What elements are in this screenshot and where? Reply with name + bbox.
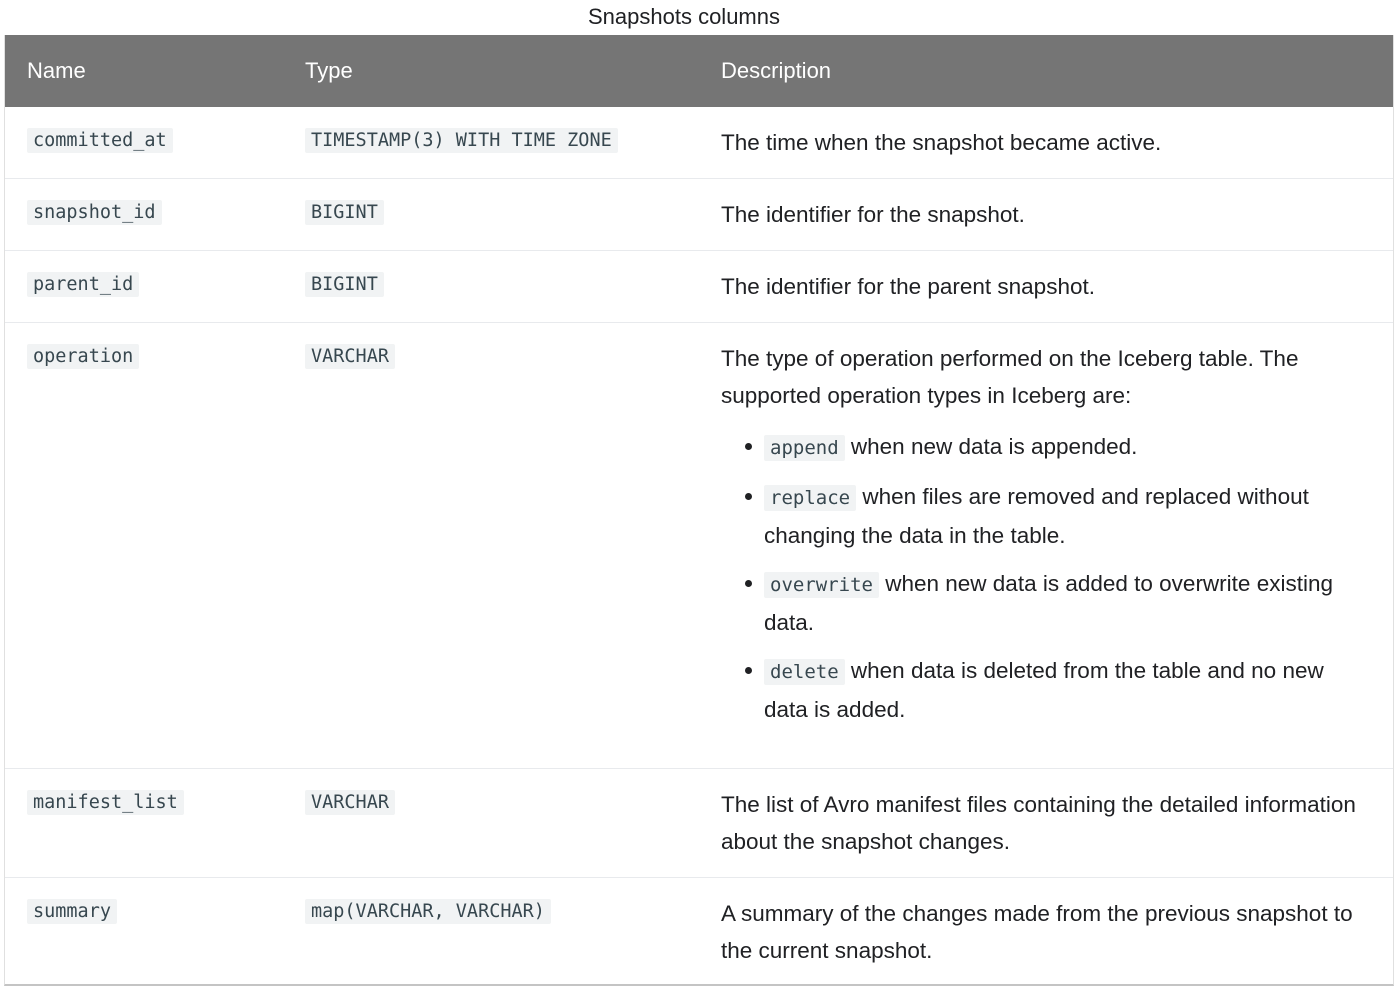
list-item	[764, 652, 1361, 728]
column-description	[721, 340, 1361, 739]
table-row	[5, 768, 1393, 877]
operation-text: when new data is appended.	[850, 434, 1138, 459]
column-name: operation	[27, 344, 139, 369]
header-name: Name	[27, 58, 86, 83]
column-type: BIGINT	[305, 272, 384, 297]
list-item	[764, 565, 1361, 641]
bullet-icon	[745, 493, 752, 500]
list-item	[764, 428, 1361, 467]
list-item	[764, 478, 1361, 554]
description-text: The type of operation performed on the Iceberg table. The supported operation types in Iceberg are:	[721, 346, 1299, 408]
column-description: The time when the snapshot became active.	[721, 130, 1162, 155]
table-row	[5, 178, 1393, 250]
operation-code: replace	[764, 485, 856, 511]
column-name: snapshot_id	[27, 200, 162, 225]
snapshots-columns-table	[4, 35, 1394, 986]
column-description: A summary of the changes made from the previous snapshot to the current snapshot.	[721, 901, 1353, 963]
column-type: TIMESTAMP(3) WITH TIME ZONE	[305, 128, 618, 153]
operation-text: when new data is added to overwrite existing data.	[764, 571, 1333, 635]
column-type: VARCHAR	[305, 790, 395, 815]
operation-code: append	[764, 435, 845, 461]
table-row	[5, 877, 1393, 984]
column-description: The list of Avro manifest files containing the detailed information about the snapshot changes.	[721, 792, 1356, 854]
column-description: The identifier for the parent snapshot.	[721, 274, 1095, 299]
column-name: committed_at	[27, 128, 173, 153]
operation-text: when files are removed and replaced without changing the data in the table.	[764, 484, 1309, 548]
column-name: parent_id	[27, 272, 139, 297]
table-header	[5, 35, 1393, 107]
operation-text: when data is deleted from the table and no new data is added.	[764, 658, 1324, 722]
column-description: The identifier for the snapshot.	[721, 202, 1025, 227]
table-row	[5, 107, 1393, 178]
operation-code: overwrite	[764, 572, 879, 598]
column-type: map(VARCHAR, VARCHAR)	[305, 899, 551, 924]
bullet-icon	[745, 667, 752, 674]
column-type: BIGINT	[305, 200, 384, 225]
column-name: manifest_list	[27, 790, 184, 815]
column-name: summary	[27, 899, 117, 924]
operation-types-list	[721, 428, 1361, 728]
bullet-icon	[745, 580, 752, 587]
bullet-icon	[745, 443, 752, 450]
table-row	[5, 322, 1393, 768]
header-type: Type	[305, 58, 353, 83]
operation-code: delete	[764, 659, 845, 685]
column-type: VARCHAR	[305, 344, 395, 369]
table-caption: Snapshots columns	[588, 4, 780, 29]
header-description: Description	[721, 58, 832, 83]
table-row	[5, 250, 1393, 322]
